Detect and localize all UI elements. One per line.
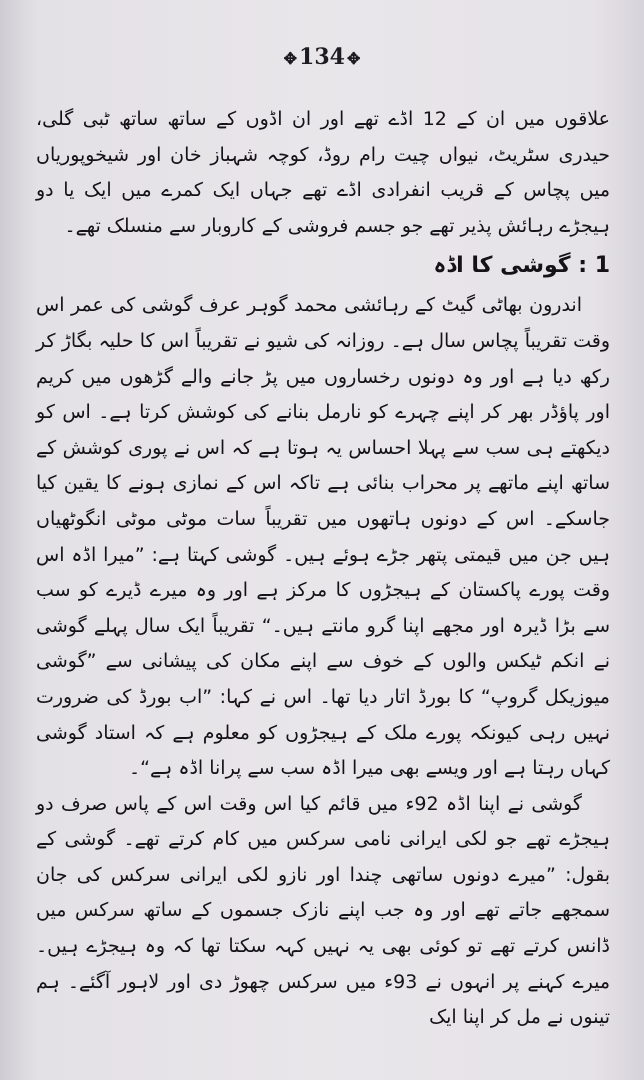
page-number: 134 bbox=[299, 44, 345, 70]
paragraph-goshi-description: اندرون بھاٹی گیٹ کے رہائشی محمد گوہر عرف گوشی کی عمر اس وقت تقریباً پچاس سال ہے۔ روزانہ کی شیو نے تقریباً اس کا حلیہ بگاڑ کر رکھ دیا ہے اور وہ دونوں رخساروں میں پڑ جانے والے گڑھوں میں کریم اور پاؤڈر بھر کر اپنے چہرے کو نارمل بنانے کی کوشش کرتا ہے۔ اس کو دیکھتے ہی سب سے پہلا احساس یہ ہوتا ہے کہ اس نے پوری کوشش کے ساتھ اپنے ماتھے پر محراب بنائی ہے تاکہ اس کے نمازی ہونے کا یقین کیا جاسکے۔ اس کے دونوں ہاتھوں میں تقریباً سات موٹی موٹی انگوٹھیاں ہیں جن میں قیمتی پتھر جڑے ہوئے ہیں۔ گوشی کہتا ہے: ”میرا اڈہ اس وقت پورے پاکستان کے ہیجڑوں کا مرکز ہے اور وہ میرے ڈیرے کو سب سے بڑا ڈیرہ اور مجھے اپنا گرو مانتے ہیں۔“ تقریباً ایک سال پہلے گوشی نے انکم ٹیکس والوں کے خوف سے اپنے مکان کی پیشانی سے ”گوشی میوزیکل گروپ“ کا بورڈ اتار دیا تھا۔ اس نے کہا: ”اب بورڈ کی ضرورت نہیں رہی کیونکہ پورے ملک کے ہیجڑوں کو معلوم ہے کہ استاد گوشی کہاں رہتا ہے اور ویسے بھی میرا اڈہ سب سے پرانا اڈہ ہے“۔ bbox=[36, 294, 610, 780]
ornament-right-icon: ✥ bbox=[346, 48, 361, 68]
paragraph-goshi-history: گوشی نے اپنا اڈہ 92ء میں قائم کیا اس وقت اس کے پاس صرف دو ہیجڑے تھے جو لکی ایرانی نامی سرکس میں کام کرتے تھے۔ گوشی کے بقول: ”میرے دونوں ساتھی چندا اور نازو لکی ایرانی سرکس کی جان سمجھے جاتے تھے اور وہ جب اپنے نازک جسموں کے ساتھ سرکس میں ڈانس کرتے تھے تو کوئی بھی یہ نہیں کہہ سکتا تھا کہ وہ ہیجڑے ہیں۔ میرے کہنے پر انہوں نے 93ء میں سرکس چھوڑ دی اور لاہور آگئے۔ ہم تینوں نے مل کر اپنا ایک bbox=[36, 792, 611, 1029]
page-body bbox=[36, 102, 610, 1036]
page-number-header bbox=[0, 44, 644, 70]
paragraph-intro: علاقوں میں ان کے 12 اڈے تھے اور ان اڈوں کے ساتھ ساتھ ٹبی گلی، حیدری سٹریٹ، نیواں چیت رام روڈ، کوچہ شہباز خان اور شیخوپوریاں میں پچاس کے قریب انفرادی اڈے تھے جہاں ایک کمرے میں ایک یا دو ہیجڑے رہائش پذیر تھے جو جسم فروشی کے کاروبار سے منسلک تھے۔ bbox=[36, 108, 611, 237]
section-heading: 1 : گوشی کا اڈہ bbox=[433, 253, 610, 279]
ornament-left-icon: ✥ bbox=[283, 48, 298, 68]
